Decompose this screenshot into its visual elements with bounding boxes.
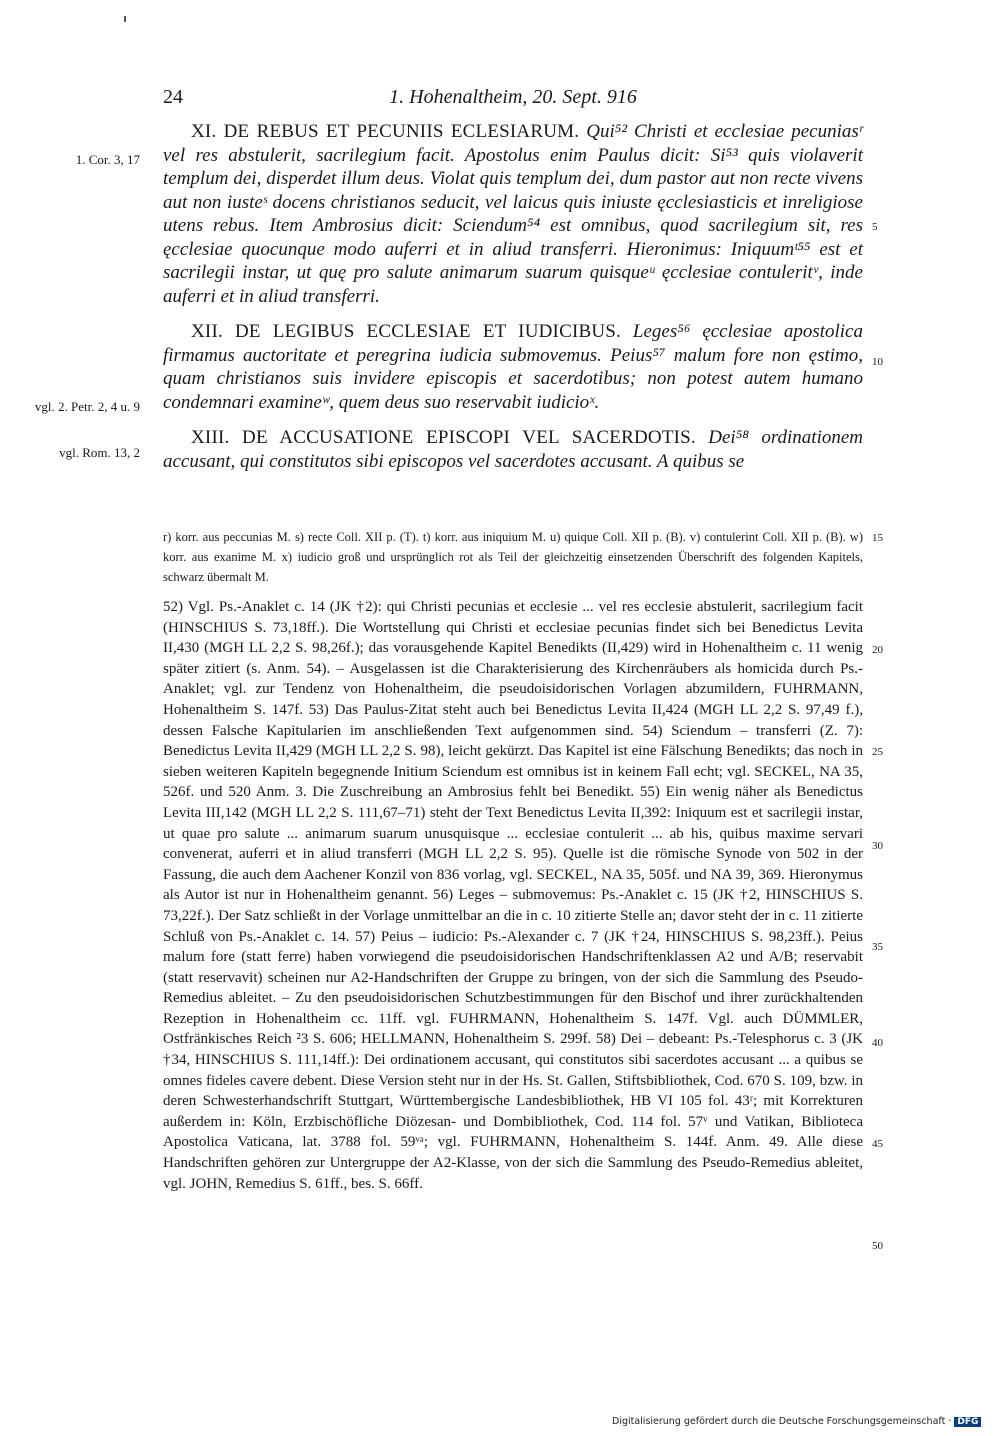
page-number: 24 <box>163 86 183 108</box>
running-head <box>163 86 863 112</box>
line-number: 30 <box>872 840 883 852</box>
section-text: Leges⁵⁶ ęcclesiae apostolica firmamus auctoritate et peregrina iudicia submovemus. Peius⁵⁷ malum fore non ęstimo, quam christianos suis invidere episcopis et sacerdotibus; non potest autem humano condemnari examineʷ, quem deus suo reservabit iudicioˣ. <box>163 321 863 413</box>
section-xii <box>163 320 863 414</box>
section-text: Qui⁵² Christi et ecclesiae pecuniasʳ vel res abstulerit, sacrilegium facit. Apostolus enim Paulus dicit: Si⁵³ quis violaverit templum dei, disperdet illum deus. Violat quis templum dei, dum pastor aut non recte vivens aut non iusteˢ docens christianos seducit, vel laicus quis iniuste ęcclesiasticis et inreligiose utens rebus. Item Ambrosius dicit: Sciendum⁵⁴ est omnibus, quod sacrilegium sit, res ęcclesiae quocunque modo auferri et in aliud transferri. Hieronimus: Iniquumᵗ⁵⁵ est et sacrilegii instar, ut quę pro salute animarum suarum quisqueᵘ ęcclesiae contuleritᵛ, inde auferri et in aliud transferri. <box>163 121 864 307</box>
footnotes-text: 52) Vgl. Ps.-Anaklet c. 14 (JK †2): qui Christi pecunias et ecclesie ... vel res ecclesie abstulerit, sacrilegium facit (HINSCHIUS S. 73,18ff.). Die Wortstellung qui Christi et ecclesiae pecunias findet sich bei Benedictus Levita II,430 (MGH LL 2,2 S. 98,26f.); das vorausgehende Kapitel Benedikts (II,429) wird in Hohenaltheim c. 11 wenig später zitiert (s. Anm. 54). – Ausgelassen ist die Charakterisierung des Kirchenräubers als homicida durch Ps.-Anaklet; vgl. zur Tendenz von Hohenaltheim, die pseudoisidorischen Vorlagen abzumildern, FUHRMANN, Hohenaltheim S. 147f. 53) Das Paulus-Zitat steht auch bei Benedictus Levita II,424 (MGH LL 2,2 S. 97,49 f.), dessen Falsche Kapitularien im anschließenden Text aufgenommen sind. 54) Sciendum – transferri (Z. 7): Benedictus Levita II,429 (MGH LL 2,2 S. 98), leicht gekürzt. Das Kapitel ist eine Fälschung Benedikts; das noch in sieben weiteren Kapiteln begegnende Initium Sciendum est omnibus ist in keinem Fall echt; vgl. SECKEL, NA 35, 526f. und 520 Anm. 3. Die Zuschreibung an Ambrosius fehlt bei Benedikt. 55) Ein wenig näher als Benedictus Levita III,142 (MGH LL 2,2 S. 111,67–71) steht der Text Benedictus Levita II,392: Iniquum est et sacrilegii instar, ut quae pro salute ... animarum suarum unusquisque ... ecclesiae contulerit ... ab his, quibus maxime servari convenerat, auferri et in aliud transferri (MGH LL 2,2 S. 95). Quelle ist die römische Synode von 502 in der Fassung, die auch dem Aachener Konzil von 836 vorlag, vgl. SECKEL, NA 35, 505f. und NA 39, 369. Hieronymus als Autor ist nur in Hohenaltheim genannt. 56) Leges – submovemus: Ps.-Anaklet c. 15 (JK †2, HINSCHIUS S. 73,22f.). Der Satz schließt in der Vorlage unmittelbar an die in c. 10 zitierte Stelle an; davor steht der in c. 11 zitierte Schluß von Ps.-Anaklet c. 14. 57) Peius – iudicio: Ps.-Alexander c. 7 (JK †24, HINSCHIUS S. 98,23ff.). Peius malum fore (statt ferre) haben vorwiegend die pseudoisidorischen Handschriftenklassen A2 und A/B; reservabit (statt reservavit) scheinen nur A2-Handschriften der Gruppe zu bringen, von der sich die Sammlung des Pseudo-Remedius ableitet. – Zu den pseudoisidorischen Schutzbestimmungen für den Bischof und ihrer zurückhaltenden Rezeption in Hohenaltheim cc. 11ff. vgl. FUHRMANN, Hohenaltheim S. 147f. Vgl. auch DÜMMLER, Ostfränkisches Reich ²3 S. 606; HELLMANN, Hohenaltheim S. 299f. 58) Dei – debeant: Ps.-Telesphorus c. 3 (JK †34, HINSCHIUS S. 111,14ff.): Dei ordinationem accusant, qui constitutos sibi sacerdotes accusant ... a quibus se omnes fideles cavere debent. Diese Version steht nur in der Hs. St. Gallen, Stiftsbibliothek, Cod. 670 S. 109, bzw. in deren Schwesterhandschrift Stuttgart, Württembergische Landesbibliothek, HB VI 105 fol. 43ʳ; mit Korrekturen außerdem in: Köln, Erzbischöfliche Diözesan- und Dombibliothek, Cod. 114 fol. 57ᵛ und Vatikan, Biblioteca Apostolica Vaticana, lat. 3788 fol. 59ᵛᵃ; vgl. FUHRMANN, Hohenaltheim S. 144f. Anm. 49. Alle diese Handschriften gehören zur Untergruppe der A2-Klasse, von der sich die Sammlung des Pseudo-Remedius ableitet, vgl. JOHN, Remedius S. 61ff., bes. S. 66ff. <box>163 599 863 1192</box>
line-number: 20 <box>872 644 883 656</box>
footnotes <box>163 597 863 1194</box>
section-heading: XI. DE REBUS ET PECUNIIS ECLESIARUM. <box>191 121 580 142</box>
line-number: 25 <box>872 746 883 758</box>
margin-reference: vgl. 2. Petr. 2, 4 u. 9 <box>34 399 140 414</box>
scan-mark <box>124 16 126 22</box>
section-heading: XIII. DE ACCUSATIONE EPISCOPI VEL SACERDOTIS. <box>191 427 696 448</box>
apparatus-text: r) korr. aus peccunias M. s) recte Coll. XII p. (T). t) korr. aus iniquium M. u) quique Coll. XII p. (B). v) contulerint Coll. XII p. (B). w) korr. aus exanime M. x) iudicio groß und ursprünglich rot als Teil der gleichzeitig einsetzenden Überschrift des folgenden Kapitels, schwarz übermalt M. <box>163 530 863 584</box>
line-number: 5 <box>872 221 878 233</box>
line-number: 35 <box>872 941 883 953</box>
critical-apparatus <box>163 527 863 587</box>
section-text: Dei⁵⁸ ordinationem accusant, qui constitutos sibi episcopos vel sacerdotes accusant. A quibus se <box>163 427 864 472</box>
section-xiii <box>163 426 863 473</box>
section-heading: XII. DE LEGIBUS ECCLESIAE ET IUDICIBUS. <box>191 321 621 342</box>
section-xi <box>163 120 863 308</box>
line-number: 40 <box>872 1037 883 1049</box>
running-title: 1. Hohenaltheim, 20. Sept. 916 <box>389 86 637 108</box>
line-number: 45 <box>872 1138 883 1150</box>
dfg-logo: DFG <box>954 1417 981 1427</box>
footer <box>612 1416 981 1427</box>
footer-text: Digitalisierung gefördert durch die Deutsche Forschungsgemeinschaft · <box>612 1416 952 1427</box>
margin-reference: vgl. Rom. 13, 2 <box>59 445 140 460</box>
line-number: 10 <box>872 356 883 368</box>
margin-reference: 1. Cor. 3, 17 <box>75 152 140 167</box>
main-text <box>163 120 863 473</box>
line-number: 15 <box>872 532 883 544</box>
line-number: 50 <box>872 1240 883 1252</box>
